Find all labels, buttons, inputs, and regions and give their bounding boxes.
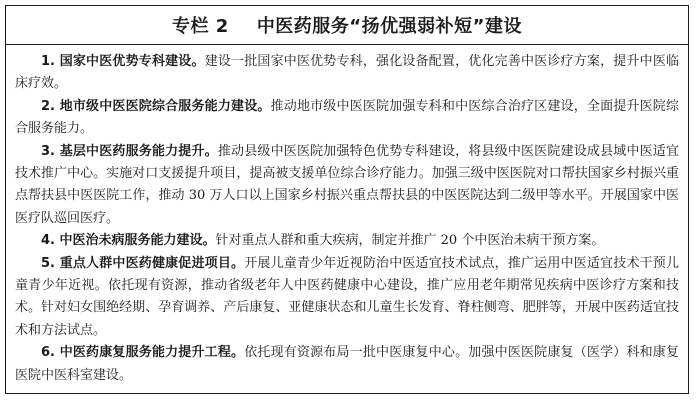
list-item [15,230,679,252]
list-item [15,51,679,96]
paragraph [15,253,679,343]
item-lead: 1. 国家中医优势专科建设。 [41,54,205,69]
item-lead: 3. 基层中医药服务能力提升。 [41,143,218,159]
item-body: 针对重点人群和重大疾病，制定并推广 20 个中医治未病干预方案。 [215,233,605,249]
item-lead: 2. 地市级中医医院综合服务能力建设。 [41,98,271,114]
item-body: 推动地市级中医医院加强专科和中医综合治疗区建设，全面提升医院综合服务能力。 [15,98,679,137]
paragraph [15,141,679,231]
list-item [15,342,679,387]
box-content [6,45,688,387]
item-body: 建设一批国家中医优势专科，强化设备配置，优化完善中医诊疗方案，提升中医临床疗效。 [15,54,679,92]
box-title-bar [6,6,688,45]
box-title: 中医药服务“扬优强弱补短”建设 [256,16,522,37]
paragraph [15,230,679,252]
item-body: 开展儿童青少年近视防治中医适宜技术试点，推广运用中医适宜技术干预儿童青少年近视。依托现有资源，推动省级老年人中医药健康中心建设，推广应用老年期常见疾病中医诊疗方案和技术。针对妇女围绝经期、孕育调养、产后康复、亚健康状态和儿童生长发育、脊柱侧弯、肥胖等，开展中医药适宜技术和方法试点。 [15,255,679,338]
item-body: 依托现有资源布局一批中医康复中心。加强中医医院康复（医学）科和康复医院中医科室建设。 [15,345,679,383]
box-label: 专栏 2 [172,16,229,37]
paragraph [15,51,679,96]
list-item [15,141,679,231]
list-item [15,253,679,343]
item-lead: 4. 中医治未病服务能力建设。 [41,233,216,249]
list-item [15,96,679,141]
paragraph [15,342,679,387]
column-box [5,5,689,394]
item-lead: 6. 中医药康复服务能力提升工程。 [41,345,245,361]
item-body: 推动县级中医医院加强特色优势专科建设，将县级中医医院建设成县域中医适宜技术推广中心。实施对口支援提升项目，提高被支援单位综合诊疗能力。加强三级中医医院对口帮扶国家乡村振兴重点帮扶县中医医院工作，推动 30 万人口以上国家乡村振兴重点帮扶县的中医医院达到二级甲等水平。开展国家中医医疗队巡回医疗。 [15,143,679,226]
item-lead: 5. 重点人群中医药健康促进项目。 [41,255,245,271]
paragraph [15,96,679,141]
